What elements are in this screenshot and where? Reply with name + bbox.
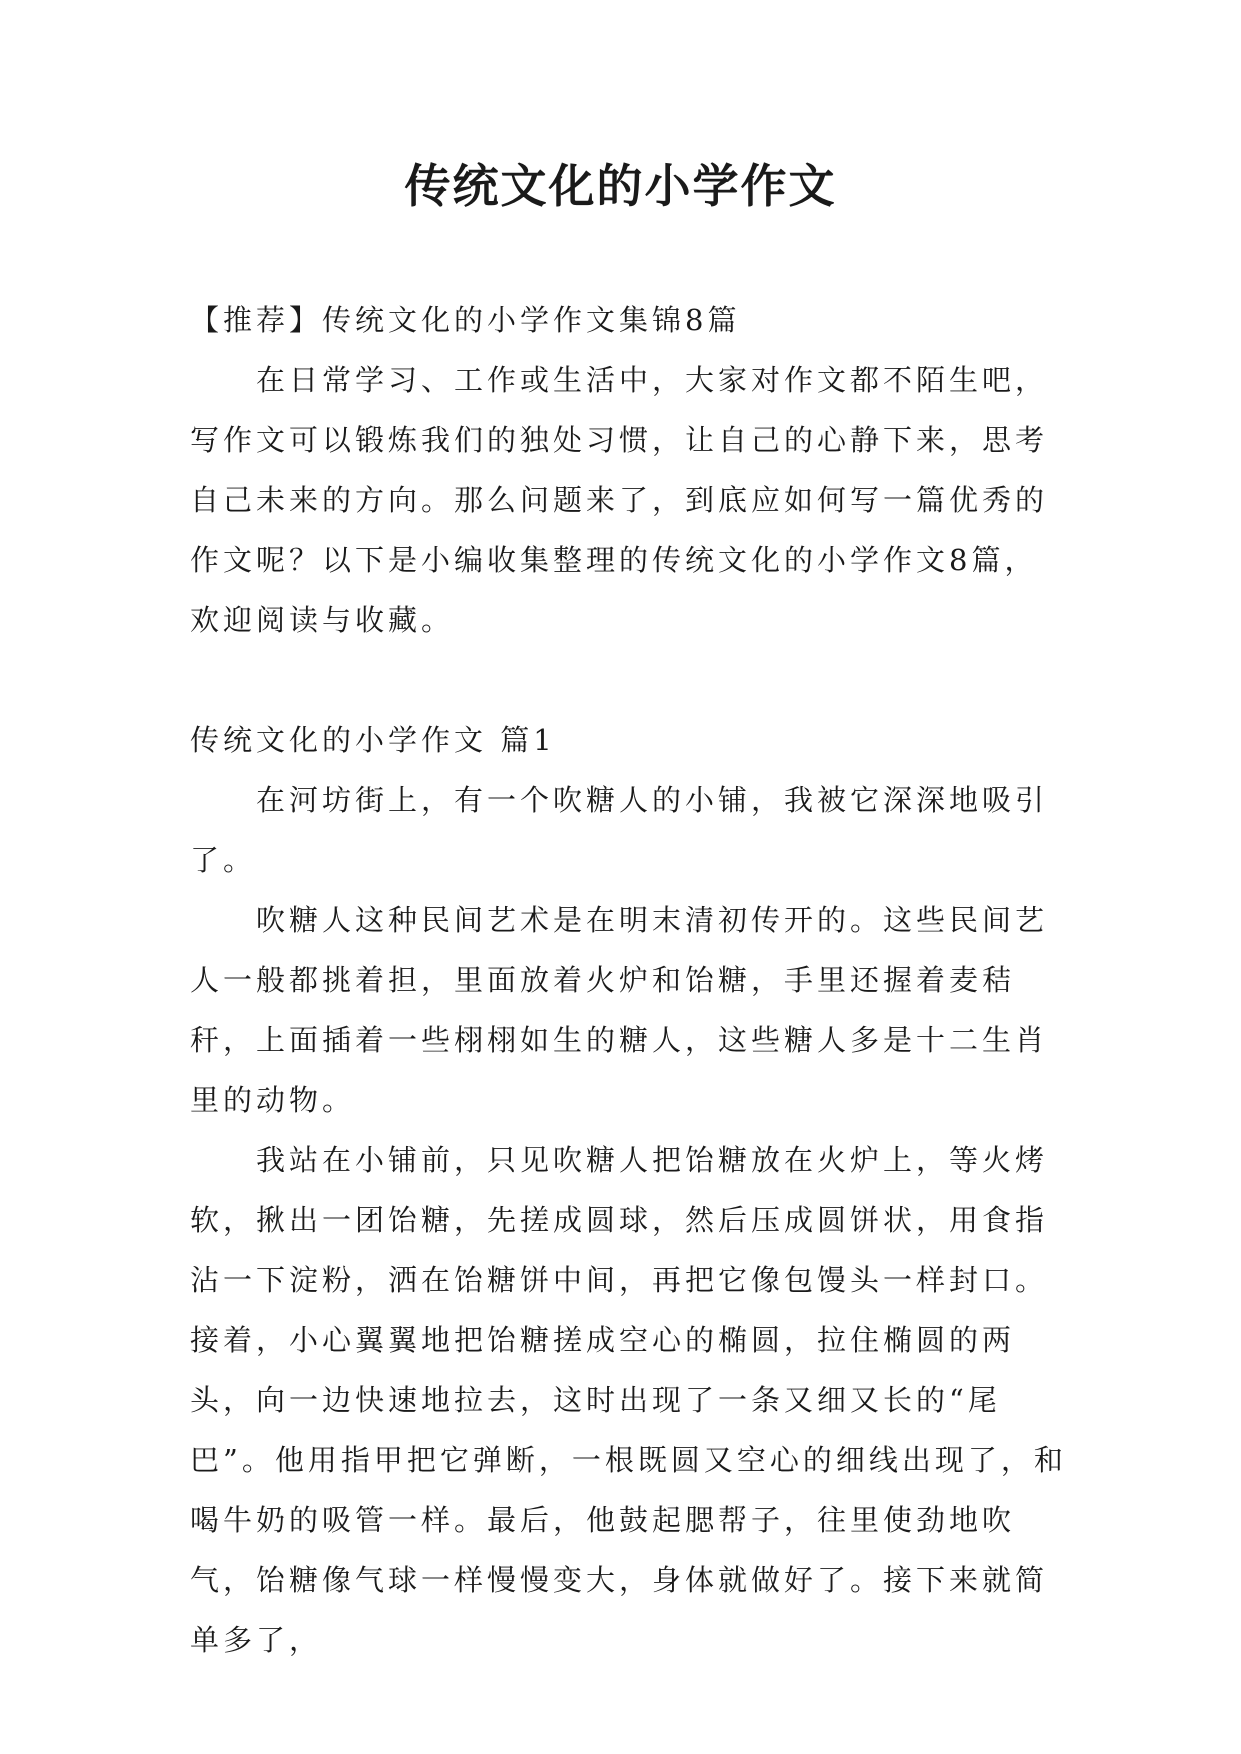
body-paragraph: 吹糖人这种民间艺术是在明末清初传开的。这些民间艺人一般都挑着担，里面放着火炉和饴糖，手里还握着麦秸秆，上面插着一些栩栩如生的糖人，这些糖人多是十二生肖里的动物。 bbox=[190, 903, 1049, 1117]
body-paragraph: 在河坊街上，有一个吹糖人的小铺，我被它深深地吸引了。 bbox=[190, 783, 1049, 877]
document-title: 传统文化的小学作文 bbox=[404, 159, 837, 213]
document-body bbox=[190, 290, 1070, 1670]
section-heading: 传统文化的小学作文 篇1 bbox=[190, 723, 556, 757]
section-spacer bbox=[190, 650, 1070, 710]
document-subtitle: 【推荐】传统文化的小学作文集锦8篇 bbox=[190, 303, 741, 337]
intro-paragraph: 在日常学习、工作或生活中，大家对作文都不陌生吧，写作文可以锻炼我们的独处习惯，让自己的心静下来，思考自己未来的方向。那么问题来了，到底应如何写一篇优秀的作文呢？以下是小编收集整理的传统文化的小学作文8篇，欢迎阅读与收藏。 bbox=[190, 363, 1049, 637]
body-paragraph: 我站在小铺前，只见吹糖人把饴糖放在火炉上，等火烤软，揪出一团饴糖，先搓成圆球，然后压成圆饼状，用食指沾一下淀粉，洒在饴糖饼中间，再把它像包馒头一样封口。接着，小心翼翼地把饴糖搓成空心的椭圆，拉住椭圆的两头，向一边快速地拉去，这时出现了一条又细又长的“尾巴”。他用指甲把它弹断，一根既圆又空心的细线出现了，和喝牛奶的吸管一样。最后，他鼓起腮帮子，往里使劲地吹气，饴糖像气球一样慢慢变大，身体就做好了。接下来就简单多了， bbox=[190, 1143, 1067, 1657]
